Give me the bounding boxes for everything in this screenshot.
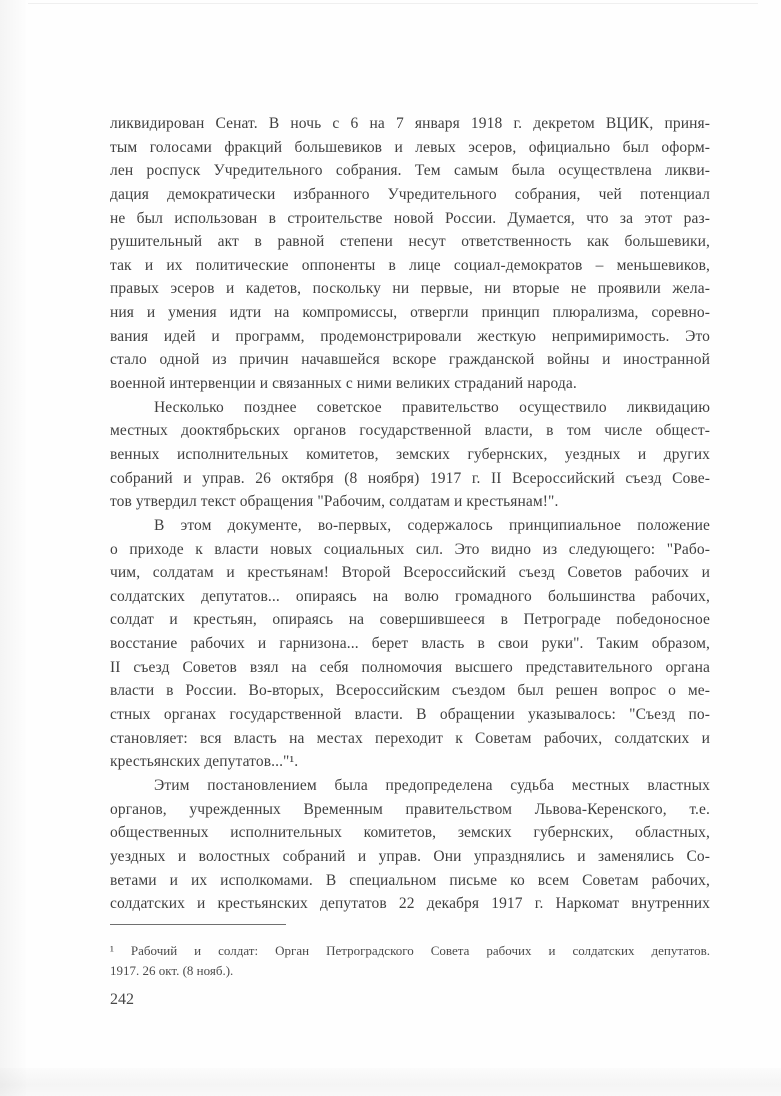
text-line: солдатских депутатов... опираясь на волю громадного большинства рабочих, [110,587,710,605]
text-line: солдатских и крестьянских депутатов 22 декабря 1917 г. Наркомат внутренних [110,895,710,913]
text-line: органов, учрежденных Временным правительством Львова-Керенского, т.е. [110,800,710,818]
text-line: крестьянских депутатов..."¹. [110,753,299,771]
text-line: В этом документе, во-первых, содержалось принципиальное положение [154,516,710,534]
text-line: военной интервенции и связанных с ними великих страданий народа. [110,375,577,393]
paragraph [110,396,710,514]
text-line: Несколько позднее советское правительство осуществило ликвидацию [154,398,710,416]
text-line: стных органах государственной власти. В обращении указывалось: "Съезд по- [110,706,710,724]
text-line: тов утвердил текст обращения "Рабочим, солдатам и крестьянам!". [110,493,559,511]
text-line: власти в России. Во-вторых, Всероссийским съездом был решен вопрос о ме- [110,682,710,700]
text-line: собраний и управ. 26 октября (8 ноября) 1917 г. II Всероссийский съезд Сове- [110,469,710,487]
text-line: чим, солдатам и крестьянам! Второй Всероссийский съезд Советов рабочих и [110,564,710,582]
paragraph [110,774,710,916]
scan-edge-left [0,0,26,1096]
text-line: солдат и крестьян, опираясь на совершившееся в Петрограде победоносное [110,611,710,629]
text-line: вания идей и программ, продемонстрировали жесткую непримиримость. Это [110,327,710,345]
text-line: тым голосами фракций большевиков и левых эсеров, официально был оформ- [110,138,710,156]
text-line: лен роспуск Учредительного собрания. Тем самым была осуществлена ликви- [110,162,710,180]
text-line: правых эсеров и кадетов, поскольку ни первые, ни вторые не проявили жела- [110,280,710,298]
text-line: так и их политические оппоненты в лице социал-демократов – меньшевиков, [110,256,710,274]
text-line: II съезд Советов взял на себя полномочия высшего представительного органа [110,658,710,676]
scan-shadow-bottom [0,1068,781,1096]
text-line: общественных исполнительных комитетов, земских губернских, областных, [110,824,710,842]
text-line: 1917. 26 окт. (8 нояб.). [110,963,234,978]
page-number: 242 [110,991,134,1008]
text-line: ¹ Рабочий и солдат: Орган Петроградского Совета рабочих и солдатских депутатов. [110,943,710,958]
text-line: о приходе к власти новых социальных сил. Это видно из следующего: "Рабо- [110,540,710,558]
scan-edge-top [28,3,758,4]
paragraph [110,514,710,774]
text-line: становляет: вся власть на местах переходит к Советам рабочих, солдатских и [110,729,710,747]
text-line: восстание рабочих и гарнизона... берет власть в свои руки". Таким образом, [110,635,710,653]
footnote-separator [110,924,286,925]
text-line: не был использован в строительстве новой России. Думается, что за этот раз- [110,209,710,227]
text-line: уездных и волостных собраний и управ. Они упразднялись и заменялись Со- [110,847,710,865]
text-line: Этим постановлением была предопределена судьба местных властных [154,776,710,794]
text-line: ликвидирован Сенат. В ночь с 6 на 7 января 1918 г. декретом ВЦИК, приня- [110,115,710,132]
text-line: дация демократически избранного Учредительного собрания, чей потенциал [110,185,710,203]
text-line: местных дооктябрьских органов государственной власти, в том числе общест- [110,422,710,440]
text-line: венных исполнительных комитетов, земских губернских, уездных и других [110,445,710,463]
text-line: ния и умения идти на компромиссы, отвергли принцип плюрализма, соревно- [110,304,710,322]
text-line: ветами и их исполкомами. В специальном письме ко всем Советам рабочих, [110,871,710,889]
text-line: рушительный акт в равной степени несут ответственность как большевики, [110,233,710,251]
footnote [110,941,710,981]
paragraph [110,112,710,396]
text-line: стало одной из причин начавшейся вскоре гражданской войны и иностранной [110,351,710,369]
body-text [110,112,710,916]
footnote-text [110,941,710,981]
